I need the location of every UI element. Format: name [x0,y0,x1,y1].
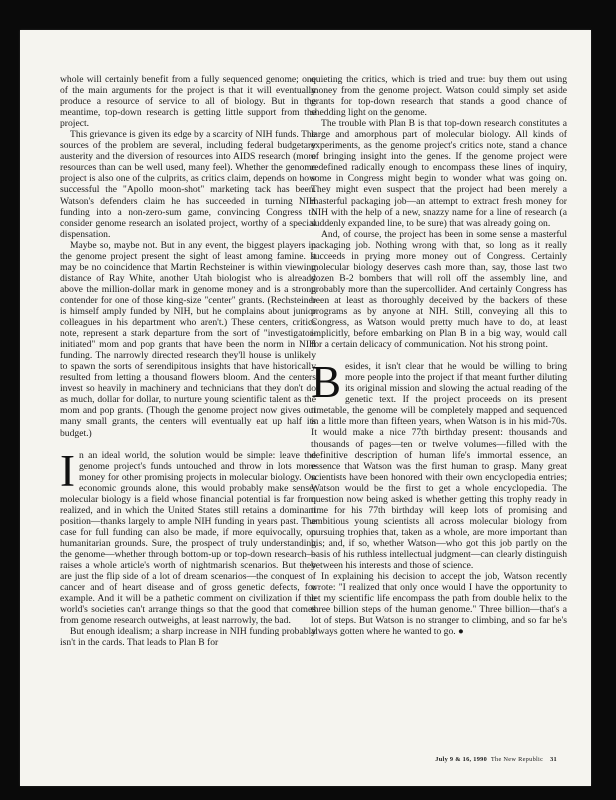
right-dropcap: B [311,357,342,408]
left-dropcap: I [60,445,75,496]
right-column [311,74,567,637]
right-dropcap-text: esides, it isn't clear that he would be willing to bring more people into the project if that meant further diluting its original mission and slowing the actual reading of the genetic text. If the project proceeds on its present timetable, the genome will be completely mapped and sequenced in a little more than fifteen years, when Watson is in his mid-70s. It would make a nice 77th birthday present: thousands and thousands of pages—ten or twelve volumes—filled with the definitive description of human life's immortal essence, an essence that Watson was the first human to grasp. Many great scientists have been honored with their own encyclopedia entries; Watson would be the first to get a whole encyclopedia. The question now being asked is whether getting this trophy ready in time for his 77th birthday will keep lots of promising and ambitious young scientists all across molecular biology from pursuing trophies that, taken as a whole, are more important than his; and, if so, whether Watson—who got this job partly on the basis of his ruthless intellectual judgment—can clearly distinguish between his interests and those of science. [311,361,567,572]
left-paragraph-3: Maybe so, maybe not. But in any event, the biggest players in the genome project present the sight of least among famine. It may be no coincidence that Martin Rechsteiner is within viewing distance of Ray White, another Utah biologist who is already above the million-dollar mark in genome money and is a strong contender for one of those king-size "center" grants. (Rechsteiner is himself amply funded by NIH, but he complains about junior colleagues in his department who aren't.) These centers, critics note, represent a stark departure from the sort of "investigator-initiated" mom and pop grants that have been the norm in NIH funding. The narrowly directed research they'll house is unlikely to spawn the sorts of serendipitous insights that have historically resulted from letting a thousand flowers bloom. And the centers invest so heavily in machinery and technicians that they don't do as much, dollar for dollar, to nurture young scientific talent as the mom and pop grants. (Though the genome project now gives out many small grants, the centers will eventually eat up half its budget.) [60,239,316,439]
right-paragraph-3: And, of course, the project has been in some sense a masterful packaging job. Nothing wrong with that, so long as it really succeeds in prying more money out of Congress. Certainly molecular biology deserves cash more than, say, those last two dozen B-2 bombers that will roll off the assembly line, and probably more than the supercollider. And certainly Congress has been at least as thoroughly deceived by the backers of these programs as by anyone at NIH. Still, conveying all this to Congress, as Watson would pretty much have to do, at least implicitly, before embarking on Plan B in a big way, would call for a certain delicacy of communication. Not his strong point. [311,228,567,351]
left-paragraph-5: But enough idealism; a sharp increase in NIH funding probably isn't in the cards. That leads to Plan B for [60,626,316,649]
footer-page-number: 31 [550,756,557,763]
left-paragraph-dropcap [60,445,316,627]
footer-publication: The New Republic [490,756,544,763]
right-paragraph-dropcap [311,357,567,572]
right-paragraph-1: quieting the critics, which is tried and true: buy them out using money from the genome project. Watson could simply set aside grants for top-down research that stands a good chance of shedding light on the genome. [311,74,567,119]
right-paragraph-5: In explaining his decision to accept the job, Watson recently wrote: "I realized that only once would I have the opportunity to let my scientific life encompass the path from double helix to the three billion steps of the human genome." Three billion—that's a lot of steps. But Watson is no stranger to climbing, and so far he's always gotten where he wanted to go. ● [311,571,567,638]
left-paragraph-2: This grievance is given its edge by a scarcity of NIH funds. The sources of the problem are several, including federal budgetary austerity and the diversion of resources into AIDS research (more resources than can be well used, many feel). Whether the genome project is also one of the culprits, as critics claim, depends on how successful the "Apollo moon-shot" marketing tack has been. Watson's defenders claim he has succeeded in turning NIH funding into a non-zero-sum game, convincing Congress to consider genome research an isolated project, worthy of a special dispensation. [60,129,316,240]
magazine-page [20,30,591,786]
left-column [60,74,316,648]
right-paragraph-2: The trouble with Plan B is that top-down research constitutes a large and amorphous part of molecular biology. All kinds of experiments, as the genome project's critics note, stand a chance of bringing insight into the genes. If the genome project were redefined radically enough to encompass these lines of inquiry, some in Congress might begin to wonder what was going on. They might even suspect that the project had been merely a masterful packaging job—an attempt to extract fresh money for NIH with the help of a new, snazzy name for a line of research (a suddenly expanded line, to be sure) that was already going on. [311,118,567,229]
left-dropcap-text: n an ideal world, the solution would be simple: leave the genome project's funds untouched and throw in lots more money for other promising projects in molecular biology. On economic grounds alone, this would probably make sense; molecular biology is a field whose financial potential is far from realized, and in which the United States still retains a dominant position—thanks largely to ample NIH funding in years past. The case for full funding can also be made, if more equivocally, on humanitarian grounds. Sure, the prospect of truly understanding the genome—whether through bottom-up or top-down research—raises a whole article's worth of nightmarish scenarios. But they are just the flip side of a lot of dream scenarios—the conquest of cancer and of heart disease and of gross genetic defects, for example. And it will be a pathetic comment on civilization if the world's societies can't arrange things so that the good that comes from genome research outweighs, at least narrowly, the bad. [60,449,316,627]
page-footer [435,756,557,763]
footer-date: July 9 & 16, 1990 [435,756,488,763]
left-paragraph-1: whole will certainly benefit from a fully sequenced genome; one of the main arguments for the project is that it will eventually produce a resource of service to all of biology. But in the meantime, top-down research is getting little support from the project. [60,74,316,130]
